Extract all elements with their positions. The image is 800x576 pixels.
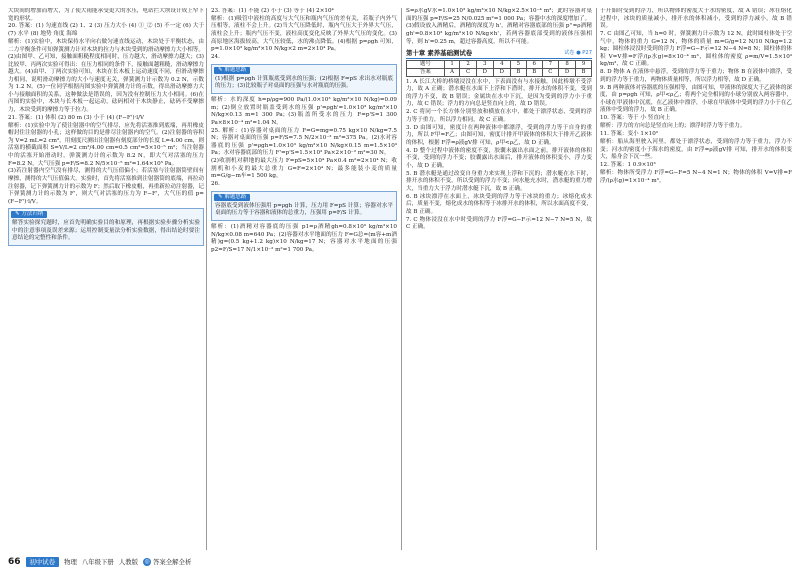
paragraph: 7. C 物体浸没在水中时受到的浮力 F浮=G−F示=12 N−7 N=5 N，故 C 正确。 (406, 216, 592, 231)
solution-idea-box (211, 64, 397, 94)
table-cell: A (444, 68, 460, 76)
solution-idea-header (214, 194, 250, 201)
question-number: 26. (211, 181, 220, 188)
table-header-cell: 2 (460, 61, 476, 69)
paragraph: 于开始时受到的浮力，所以物体的密度大于水的密度，故 A 错误；冰在熔化过程中，冰块的质量减小，排开水的体积减小，受到的浮力减小，故 B 错误。 (600, 8, 792, 30)
paragraph: 25. 解析：(1)容器对桌面的压力 F=G=mg=0.75 kg×10 N/kg=7.5 N；容器对桌面的压强 p=F/S=7.5 N/2×10⁻² m²=375 Pa。(2)水对容器底的压强 p'=ρgh=1.0×10³ kg/m³×10 N/kg×0.15 m=1.5×10³ Pa；水对容器底部的压力 F'=p'S=1.5×10³ Pa×2×10⁻² m²=30 N。 (211, 127, 397, 157)
paragraph: S=ρ水gV水=1.0×10³ kg/m³×10 N/kg×2.5×10⁻⁴ m³；此时容器对桌面的压强 p=F/S=25 N/0.025 m²=1 000 Pa；容器中水的深度增加了。 (406, 8, 592, 22)
paragraph: 1. A 长江大桥的桥墩浸没在水中，下表面没有与水接触，因此桥墩不受浮力，故 A 正确；潜水艇在水面下上浮和下潜时，排开水的体积不变，受到的浮力不变，故 B 错误；金属块在水中下沉，是因为受到的浮力小于重力，故 C 错误；浮力的方向总是竖直向上的，故 D 错误。 (406, 78, 592, 108)
table-header-cell: 6 (526, 61, 542, 69)
answer-table (406, 60, 592, 77)
paragraph: 23. 答案：(1) 不能 (2) 小于 (3) 等于 (4) 2×10⁴ (211, 8, 334, 14)
table-cell: B (576, 68, 592, 76)
chapter-title: 第十章 素养基础测试卷 (406, 49, 473, 58)
brand-icon: ◎ (144, 558, 150, 565)
paragraph: 解析：(1)实验中，木块保持水平向右做匀速直线运动，木块处于平衡状态，由二力平衡条件可知弹簧测力计对木块的拉力与木块受到的滑动摩擦力大小相等。(2)由图甲、乙可知，接触面粗糙程度相同时，压力越大，滑动摩擦力越大；(3)比较甲、丙两次实验可得出：在压力相同的条件下，接触面越粗糙，滑动摩擦力越大。(4)由甲、丁两次实验可知，木块在长木板上运动速度不同，但滑动摩擦力相同，说明滑动摩擦力的大小与速度无关，弹簧测力计示数为 0.2 N，示数为 1.2 N。(5)一位同学根据丙图实验中弹簧测力计的示数，得出滑动摩擦力大小与接触面积的关系，这种做法是错误的，因为没有控制压力大小相同。(6)在丙图的实验中，木块与长木板一起运动，砝码相对于木块静止，砝码不受摩擦力，木块受到的摩擦力等于拉力。 (8, 38, 204, 113)
paragraph: 12. 答案：1 0.9×10³ (600, 162, 656, 169)
paragraph: 10. 答案：等于 小 竖直向上 (600, 115, 671, 122)
paragraph: 5. B 潜水艇是通过改变自身重力来实现上浮和下沉的；潜水艇在水下时，排开水的体积不变，所以受到的浮力不变；向水舱充水时，潜水艇的重力增大，当重力大于浮力时潜水艇下沉，故 B 正确。 (406, 170, 592, 192)
paragraph: (2)收割机对耕地的最大压力 F=pS=5×10⁴ Pa×0.4 m²=2×10⁴ N；收割机和小麦的最大总重力 G=F=2×10⁴ N；最多能装小麦的质量 m=G/g−m车=1 500 kg。 (211, 158, 397, 180)
chapter-page-ref: 试卷 ● P27 (564, 50, 592, 57)
paragraph: 解析：(1)酒精对容器底的压强 p1=ρ酒精gh=0.8×10³ kg/m³×10 N/kg×0.08 m=640 Pa；(2)容器对水平地面的压力 F=G总=(m容+m酒精)g=(0.5 kg+1.2 kg)×10 N/kg=17 N；容器对水平地面的压强 p2=F/S=17 N/1×10⁻² m²=1 700 Pa。 (211, 224, 397, 253)
paragraph: (3)若注射器内空气没有排尽，测得的大气压值偏小；若活塞与注射器筒壁间有摩擦，测得的大气压值偏大。实验时，首先将活塞推到注射器筒的底端，再拉动注射器，记下弹簧测力计的示数为 F；然后取下橡皮帽，再重新拉动注射器，记下弹簧测力计的示数为 F'，则大气对活塞的压力为 F−F'，大气压的值 p=(F−F')·l/V。 (8, 168, 204, 205)
paragraph: 4. D 整个过程中液体的密度不变，胶囊未露出水面之前，排开液体的体积不变，受到的浮力不变；胶囊露出水面后，排开液体的体积变小，浮力变小，故 D 正确。 (406, 147, 592, 169)
page-footer (8, 555, 792, 569)
paragraph: 2. C 将同一个长方体分别竖放和横放在水中，都处于漂浮状态，受到的浮力等于重力，所以浮力相同，故 C 正确。 (406, 109, 592, 123)
pen-icon: ✎ (218, 193, 223, 200)
paragraph: 7. C 由图乙可知，当 h=0 时，弹簧测力计示数为 12 N，此时圆柱体处于空气中，物体的重力 G=12 N，物体的质量 m=G/g=12 N/10 N/kg=1.2 kg；圆柱体浸没时受到的浮力 F浮=G−F示=12 N−4 N=8 N；圆柱体的体积 V=V排=F浮/(ρ水g)=8×10⁻⁴ m³，圆柱体的密度 ρ=m/V=1.5×10³ kg/m³，故 C 正确。 (600, 31, 792, 68)
paragraph: 解析：物体所受浮力 F浮=G−F=5 N−4 N=1 N；物体的体积 V=V排=F浮/(ρ水g)=1×10⁻⁴ m³。 (600, 170, 792, 184)
table-cell: 答案 (407, 68, 445, 76)
table-header-cell: 7 (542, 61, 558, 69)
table-header-cell: 9 (576, 61, 592, 69)
paragraph: 6. B 冰块漂浮在水面上，冰块受到的浮力等于冰块的重力；冰熔化成水后，质量不变，熔化成水的体积等于冰排开水的体积，所以水面高度不变，故 B 正确。 (406, 193, 592, 215)
method-tip-title: 方法归纳 (21, 211, 44, 218)
page-number: 66 (8, 557, 21, 567)
method-tip-box (8, 208, 204, 246)
edition-label: 人教版 (118, 558, 138, 566)
table-cell: D (476, 68, 493, 76)
column-divider (206, 8, 207, 550)
paragraph: 9. B 两种液体对容器底的压强相等，由图可知，甲液体的深度大于乙液体的深度，由 p=ρgh 可知，ρ甲<ρ乙；将两个完全相同的小球分别放入两容器中，小球在甲液体中沉底，在乙液体中漂浮，小球在甲液体中受到的浮力小于在乙液体中受到的浮力，故 B 正确。 (600, 84, 792, 114)
paragraph: 解析：(1)实验中为了使注射器中的空气排尽，应先将活塞推到底端，再用橡皮帽封住注射器的小孔；这样做的目的是排尽注射器内的空气。(2)注射器的容积为 V=2 mL=2 cm³，用刻度尺测出注射器有刻度部分的长度 L=4.00 cm，则活塞的横截面积 S=V/L=2 cm³/4.00 cm=0.5 cm²=5×10⁻⁵ m²；当注射器中的活塞开始滑动时，弹簧测力计的示数为 8.2 N，即大气对活塞的压力 F=8.2 N，大气压强 p=F/S=8.2 N/5×10⁻⁵ m²=1.64×10⁵ Pa。 (8, 122, 204, 167)
table-header-cell: 3 (476, 61, 493, 69)
paragraph: 解析：船从海里驶入河里，都处于漂浮状态，受到的浮力等于重力，浮力不变；河水的密度小于海水的密度，由 F浮=ρ液gV排 可知，排开水的体积变大，船身会下沉一些。 (600, 139, 792, 161)
paragraph: 解析：浮力的方向总是竖直向上的；漂浮时浮力等于重力。 (600, 123, 746, 130)
table-row (407, 61, 592, 69)
paragraph: 解析：水的深度 h=p/ρg=900 Pa/(1.0×10³ kg/m³×10 N/kg)=0.09 m；(2)倒立放置时瓶盖受到水的压强 p'=ρgh'=1.0×10³ kg/m³×10 N/kg×0.13 m=1 300 Pa；(3)瓶盖所受水的压力 F=p'S=1 300 Pa×8×10⁻⁴ m²=1.04 N。 (211, 97, 397, 126)
table-cell: B (526, 68, 542, 76)
column-divider (596, 8, 597, 550)
table-header-cell: 5 (510, 61, 526, 69)
method-tip-text: 解答实验探究题时，应首先明确实验目的和原理，再根据实验步骤分析实验中的注意事项及误差来源；运用控制变量法分析实验数据，得出结论时要注意结论的完整性和条件。 (12, 220, 200, 242)
paragraph: 11. 答案：变小 1×10³ (600, 131, 659, 138)
subject-label: 物理 (64, 558, 77, 566)
table-cell: D (493, 68, 510, 76)
solution-idea-title: 解题思路 (224, 193, 247, 200)
paragraph: 20. 答案：(1) 匀速直线 (2) 1、2 (3) 压力大小 (4) ①_② (5) 不一定 (6) 大于 (7) 水平 (8) 地势 角度 海绵 (8, 23, 204, 38)
solution-idea-title: 解题思路 (224, 66, 247, 73)
text-column-2 (211, 8, 397, 550)
paragraph: 8. D 物体 A 在液体中悬浮，受到的浮力等于重力；物体 B 在液体中漂浮，受到的浮力等于重力，两物体质量相等，所以浮力相等，故 D 正确。 (600, 69, 792, 83)
table-header-cell: 8 (559, 61, 576, 69)
brand-label: 答案全解全析 (153, 558, 192, 566)
table-header-cell: 4 (493, 61, 510, 69)
table-header-cell: 题号 (407, 61, 445, 69)
column-divider (401, 8, 402, 550)
solution-idea-text: (1)根据 p=ρgh 计算瓶底受到水的压强；(2)根据 F=pS 求出水对瓶底的压力；(3)比较瓶子对桌面的压强与水对瓶底的压强。 (215, 75, 393, 90)
table-cell: C (542, 68, 558, 76)
solution-idea-header (214, 67, 250, 74)
text-column-4 (600, 8, 792, 550)
solution-idea-text: 容器底受到液体压强用 p=ρgh 计算，压力用 F=pS 计算；容器对水平桌面的压力等于容器和液体的总重力，压强用 p=F/S 计算。 (215, 202, 393, 217)
series-tag: 初中试卷 (26, 557, 60, 567)
paragraph: 21. 答案：(1) 体积 (2) 80 m (3) 小于 (4) (F−F')·l/V (8, 114, 145, 121)
pen-icon: ✎ (218, 66, 223, 73)
paragraph: (3)假设放入酒精后，酒精的深度为 h'，酒精对容器底部的压强 p''=ρ酒精gh'=0.8×10³ kg/m³×10 N/kg×h'，若两容器底部受到的液体压强相等，则 h'=0.25 m，超过容器高度，所以不可能。 (406, 23, 592, 45)
table-row (407, 68, 592, 76)
table-header-cell: 1 (444, 61, 460, 69)
table-cell: C (460, 68, 476, 76)
table-cell: B (510, 68, 526, 76)
text-column-1 (8, 8, 204, 550)
bulb-icon: ✎ (15, 211, 20, 218)
method-tip-header (11, 211, 47, 218)
table-cell: D (559, 68, 576, 76)
chapter-heading (406, 48, 592, 59)
paragraph: 解析：(1)吸管中液柱的高度与大气压和瓶内气压的差有关，若瓶子内外气压相等，液柱不会上升。(2)当大气压降低时，瓶内气压大于外界大气压，液柱会上升；瓶内气压不变，液柱高度变化反映了外界大气压的变化。(3)高原地区海拔较高，大气压较低，水的沸点降低。(4)根据 p=ρgh 可知，p=1.0×10³ kg/m³×10 N/kg×2 m=2×10⁴ Pa。 (211, 15, 397, 53)
paragraph: 3. D 由图可知，密度计在两种液体中都漂浮，受到的浮力等于自身的重力，所以 F甲=F乙；由图可知，密度计排开甲液体的体积大于排开乙液体的体积，根据 F浮=ρ液gV排 可知，ρ甲<ρ乙，故 D 正确。 (406, 124, 592, 146)
paragraph: 大块间的增加而增大，为了使大雨能承受更大的水压，电站拦大坝设计成上窄下宽的形状。 (8, 8, 204, 22)
text-column-3 (406, 8, 592, 550)
question-number: 24. (211, 54, 220, 61)
solution-idea-box (211, 191, 397, 221)
grade-label: 八年级下册 (81, 558, 114, 566)
